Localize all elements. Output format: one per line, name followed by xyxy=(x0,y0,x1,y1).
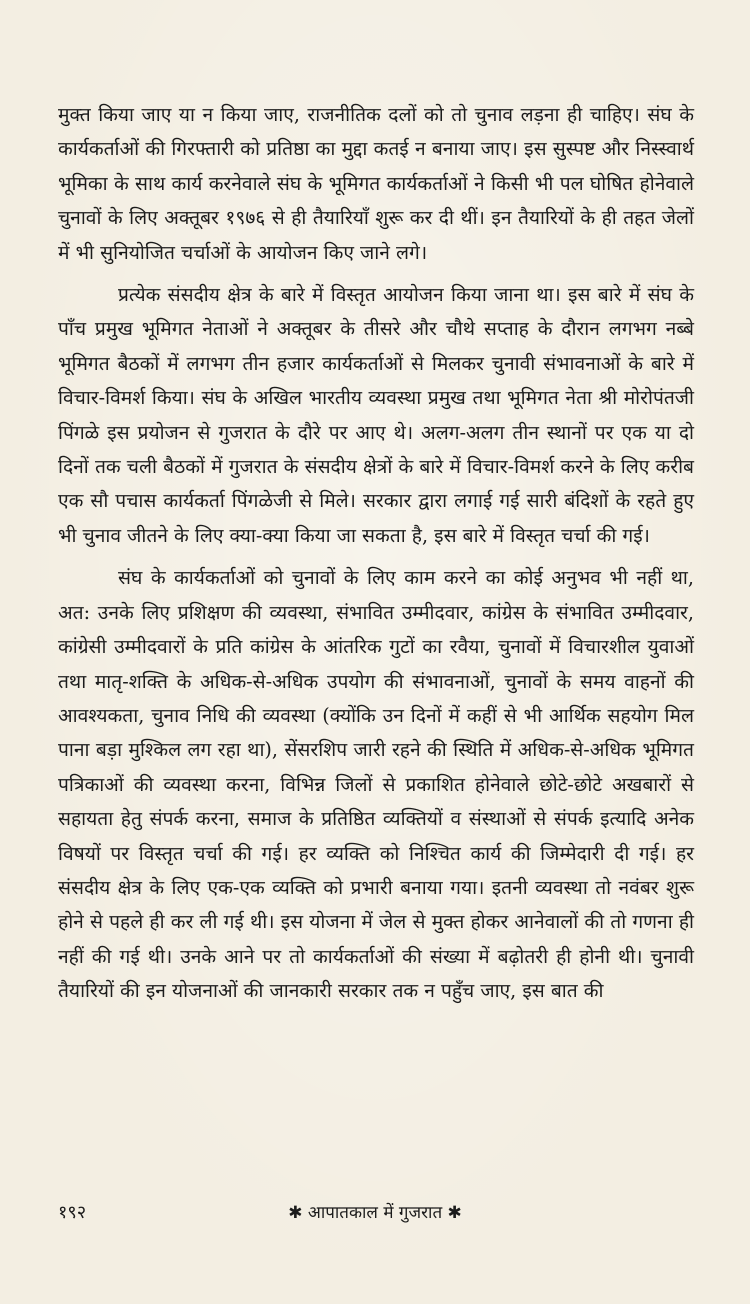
running-title: ✱ आपातकाल में गुजरात ✱ xyxy=(288,1203,462,1223)
paragraph: संघ के कार्यकर्ताओं को चुनावों के लिए काम करने का कोई अनुभव भी नहीं था, अत: उनके लिए प्रशिक्षण की व्यवस्था, संभावित उम्मीदवार, कांग्रेस के संभावित उम्मीदवार, कांग्रेसी उम्मीदवारों के प्रति कांग्रेस के आंतरिक गुटों का रवैया, चुनावों में विचारशील युवाओं तथा मातृ-शक्ति के अधिक-से-अधिक उपयोग की संभावनाओं, चुनावों के समय वाहनों की आवश्यकता, चुनाव निधि की व्यवस्था (क्योंकि उन दिनों में कहीं से भी आर्थिक सहयोग मिल पाना बड़ा मुश्किल लग रहा था), सेंसरशिप जारी रहने की स्थिति में अधिक-से-अधिक भूमिगत पत्रिकाओं की व्यवस्था करना, विभिन्न जिलों से प्रकाशित होनेवाले छोटे-छोटे अखबारों से सहायता हेतु संपर्क करना, समाज के प्रतिष्ठित व्यक्तियों व संस्थाओं से संपर्क इत्यादि अनेक विषयों पर विस्तृत चर्चा की गई। हर व्यक्ति को निश्चित कार्य की जिम्मेदारी दी गई। हर संसदीय क्षेत्र के लिए एक-एक व्यक्ति को प्रभारी बनाया गया। इतनी व्यवस्था तो नवंबर शुरू होने से पहले ही कर ली गई थी। इस योजना में जेल से मुक्त होकर आनेवालों की तो गणना ही नहीं की गई थी। उनके आने पर तो कार्यकर्ताओं की संख्या में बढ़ोतरी ही होनी थी। चुनावी तैयारियों की इन योजनाओं की जानकारी सरकार तक न पहुँच जाए, इस बात की xyxy=(58,566,694,1003)
paragraph-continued: मुक्त किया जाए या न किया जाए, राजनीतिक दलों को तो चुनाव लड़ना ही चाहिए। संघ के कार्यकर्ताओं की गिरफ्तारी को प्रतिष्ठा का मुद्दा कतई न बनाया जाए। इस सुस्पष्ट और निस्स्वार्थ भूमिका के साथ कार्य करनेवाले संघ के भूमिगत कार्यकर्ताओं ने किसी भी पल घोषित होनेवाले चुनावों के लिए अक्तूबर १९७६ से ही तैयारियाँ शुरू कर दी थीं। इन तैयारियों के ही तहत जेलों में भी सुनियोजित चर्चाओं के आयोजन किए जाने लगे। xyxy=(58,103,694,264)
page-footer xyxy=(0,1200,750,1240)
page-number: १९२ xyxy=(58,1202,87,1223)
paragraph: प्रत्येक संसदीय क्षेत्र के बारे में विस्तृत आयोजन किया जाना था। इस बारे में संघ के पाँच प्रमुख भूमिगत नेताओं ने अक्तूबर के तीसरे और चौथे सप्ताह के दौरान लगभग नब्बे भूमिगत बैठकों में लगभग तीन हजार कार्यकर्ताओं से मिलकर चुनावी संभावनाओं के बारे में विचार-विमर्श किया। संघ के अखिल भारतीय व्यवस्था प्रमुख तथा भूमिगत नेता श्री मोरोपंतजी पिंगळे इस प्रयोजन से गुजरात के दौरे पर आए थे। अलग-अलग तीन स्थानों पर एक या दो दिनों तक चली बैठकों में गुजरात के संसदीय क्षेत्रों के बारे में विचार-विमर्श करने के लिए करीब एक सौ पचास कार्यकर्ता पिंगळेजी से मिले। सरकार द्वारा लगाई गई सारी बंदिशों के रहते हुए भी चुनाव जीतने के लिए क्या-क्या किया जा सकता है, इस बारे में विस्तृत चर्चा की गई। xyxy=(58,283,694,547)
body-text xyxy=(58,98,694,1017)
